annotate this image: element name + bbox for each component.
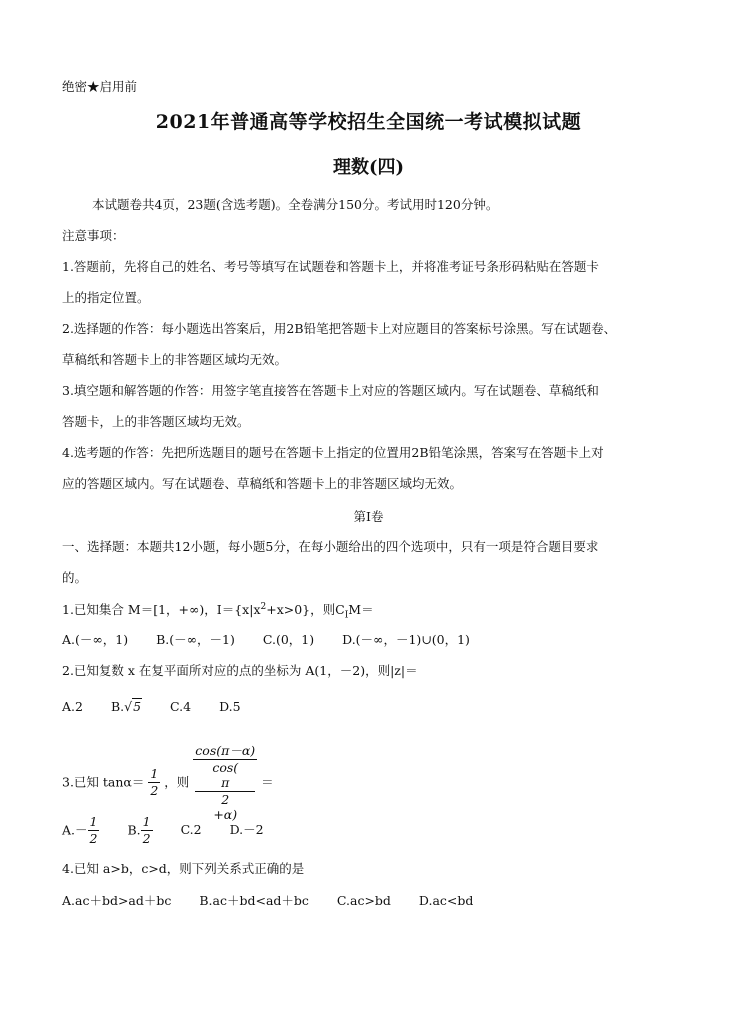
q3-frac2-inner-fraction (195, 776, 255, 808)
q3-option-a-den: 2 (89, 831, 98, 847)
q1-option-c: C.(0，1) (262, 632, 315, 647)
q3-frac2-den-pi: π (195, 776, 255, 792)
section1-line-1: 一、选择题：本题共12小题，每小题5分，在每小题给出的四个选项中，只有一项是符合题目要求 (62, 539, 599, 554)
question-2-stem: 2.已知复数 x 在复平面所对应的点的坐标为 A(1，－2)，则|z|＝ (62, 663, 418, 678)
q3-option-d: D.－2 (229, 822, 264, 838)
question-3-options (62, 815, 288, 847)
q3-frac2-den (193, 760, 257, 822)
note-1-line-1: 1.答题前，先将自己的姓名、考号等填写在试题卷和答题卡上，并将准考证号条形码粘贴在答题卡 (62, 259, 599, 274)
q3-frac2-den-a: cos( (212, 760, 239, 776)
q3-frac2-num: cos(π－α) (193, 744, 257, 760)
q1-sub: I (344, 610, 349, 621)
q4-option-d: D.ac<bd (418, 893, 474, 908)
sqrt-symbol: √5 (124, 699, 142, 714)
q3-stem-c: ＝ (261, 774, 274, 790)
exam-subtitle: 理数(四) (332, 157, 405, 178)
notes-heading: 注意事项： (62, 228, 125, 243)
question-1-stem (62, 602, 374, 621)
q2-option-b (111, 700, 142, 714)
note-2-line-1: 2.选择题的作答：每小题选出答案后，用2B铅笔把答题卡上对应题目的答案标号涂黑。写在试题卷、 (62, 321, 617, 336)
q3-frac2-den-two: 2 (221, 792, 230, 808)
q2-option-b-prefix: B. (110, 699, 125, 714)
exam-title: 2021年普通高等学校招生全国统一考试模拟试题 (155, 111, 582, 133)
q3-option-b-num: 1 (141, 815, 153, 831)
secret-label: 绝密★启用前 (62, 79, 138, 94)
q1-stem-c: M＝ (348, 602, 374, 618)
q3-option-c: C.2 (180, 822, 202, 838)
q3-option-b-den: 2 (142, 831, 151, 847)
q3-option-b (127, 815, 152, 847)
q4-option-b: B.ac＋bd<ad＋bc (199, 893, 309, 908)
q3-option-a-prefix: A.－ (62, 822, 88, 838)
q3-frac2-den-b: +α) (213, 806, 238, 822)
note-3-line-1: 3.填空题和解答题的作答：用签字笔直接答在答题卡上对应的答题区域内。写在试题卷、草稿纸和 (62, 383, 599, 398)
intro-text: 本试题卷共4页，23题(含选考题)。全卷满分150分。考试用时120分钟。 (92, 197, 499, 212)
q3-frac1-num: 1 (148, 767, 160, 783)
q2-option-d: D.5 (219, 699, 241, 714)
q2-option-a: A.2 (62, 699, 83, 714)
q2-option-c: C.4 (170, 699, 192, 714)
q3-option-a-num: 1 (88, 815, 100, 831)
note-4-line-1: 4.选考题的作答：先把所选题目的题号在答题卡上指定的位置用2B铅笔涂黑，答案写在答题卡上对 (62, 445, 604, 460)
q4-option-c: C.ac>bd (336, 893, 391, 908)
q3-option-a (62, 815, 99, 847)
q1-stem-a: 1.已知集合 M＝[1，+∞)，I＝{x|x (62, 602, 261, 618)
q3-stem-a: 3.已知 tanα＝ (62, 774, 145, 790)
note-3-line-2: 答题卡，上的非答题区域均无效。 (62, 414, 250, 429)
q3-option-b-prefix: B. (127, 822, 141, 838)
q1-sup: 2 (260, 602, 267, 612)
q3-option-b-fraction (141, 815, 153, 847)
q3-stem-b: ，则 (164, 774, 190, 790)
note-1-line-2: 上的指定位置。 (62, 290, 150, 305)
q2-radicand: 5 (133, 699, 142, 714)
q3-fraction-1 (148, 767, 160, 799)
question-4-options (62, 894, 497, 908)
note-2-line-2: 草稿纸和答题卡上的非答题区域均无效。 (62, 352, 288, 367)
q1-stem-b: +x>0}，则C (266, 602, 345, 618)
question-2-options (62, 700, 265, 714)
question-3-stem (62, 744, 274, 822)
q1-option-d: D.(－∞，－1)∪(0，1) (342, 632, 470, 647)
q3-fraction-2 (193, 744, 257, 822)
q4-option-a: A.ac＋bd>ad＋bc (62, 893, 172, 908)
part-label: 第Ⅰ卷 (353, 509, 384, 524)
q1-option-b: B.(－∞，－1) (156, 632, 235, 647)
q1-option-a: A.(－∞，1) (62, 632, 129, 647)
q3-option-a-fraction (88, 815, 100, 847)
question-1-options (62, 633, 494, 647)
note-4-line-2: 应的答题区域内。写在试题卷、草稿纸和答题卡上的非答题区域均无效。 (62, 476, 463, 491)
question-4-stem: 4.已知 a>b，c>d，则下列关系式正确的是 (62, 861, 305, 876)
q3-frac1-den: 2 (150, 783, 159, 799)
section1-line-2: 的。 (62, 570, 88, 585)
